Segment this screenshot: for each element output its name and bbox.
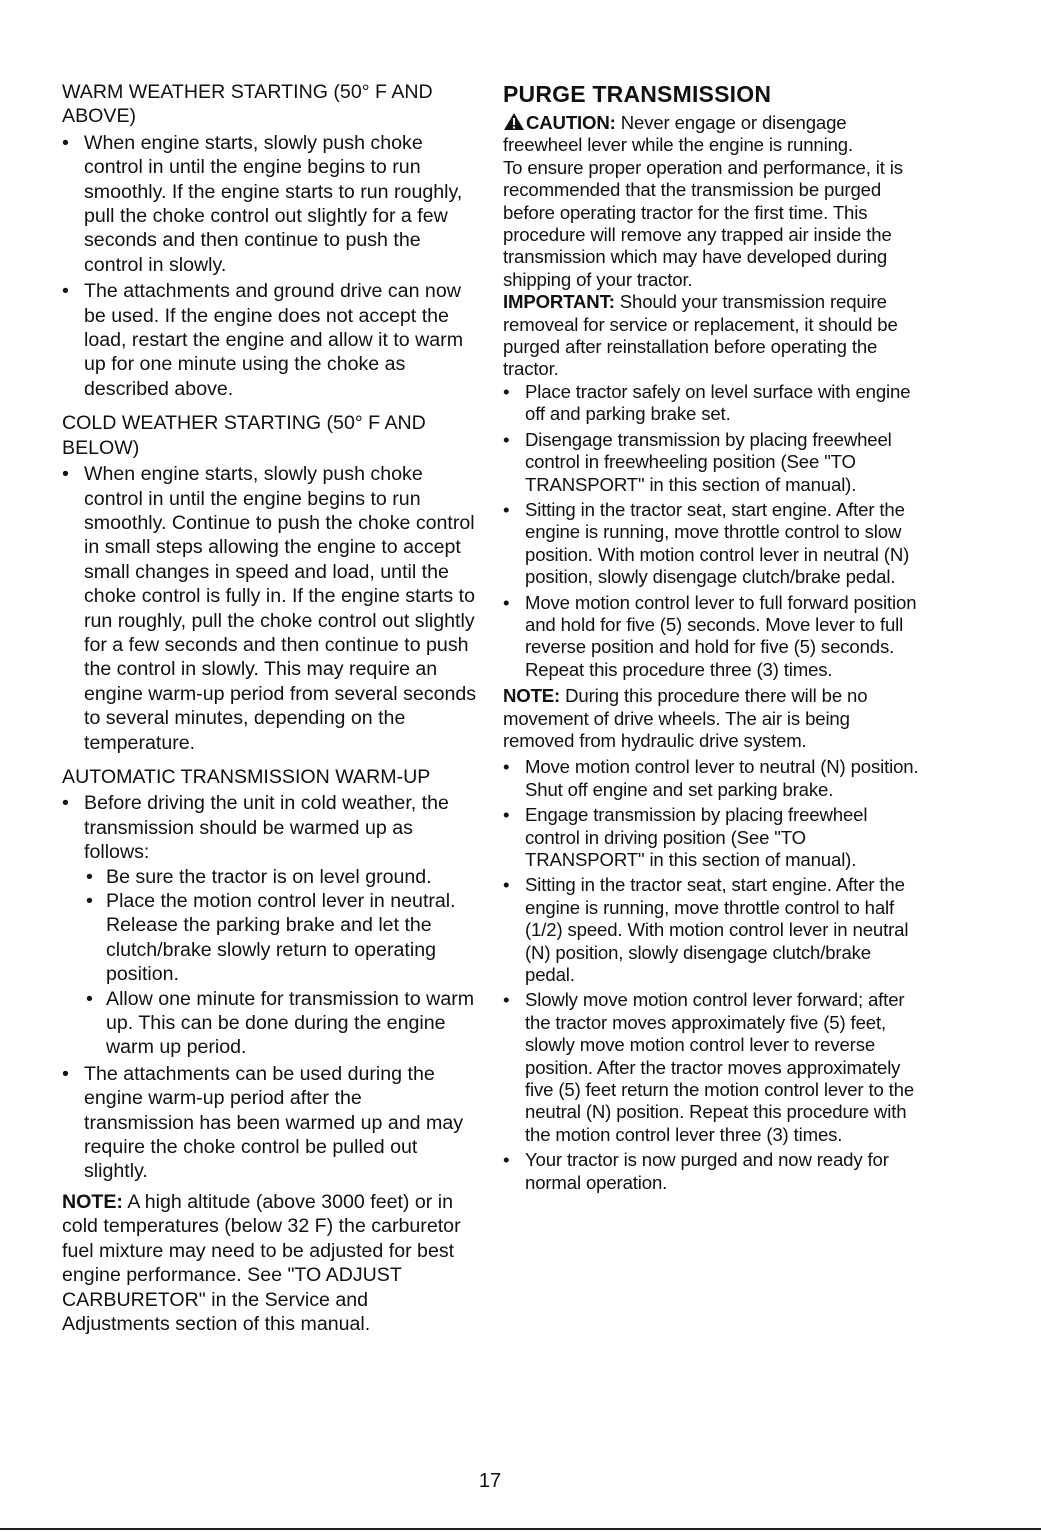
right-column	[503, 80, 923, 1197]
list-item	[62, 791, 477, 1059]
list-item: • Place tractor safely on level surface with engine off and parking brake set.	[503, 381, 923, 426]
note-text: During this procedure there will be no movement of drive wheels. The air is being removed from hydraulic drive system.	[503, 685, 868, 751]
left-column	[62, 80, 477, 1336]
important-text: Should your transmission require removeal for service or replacement, it should be purged after reinstallation before operating the tractor.	[503, 291, 898, 380]
list-item: • Slowly move motion control lever forward; after the tractor moves approximately five (5) feet, slowly move motion control lever to reverse position. After the tractor moves approximately five (5) feet return the motion control lever to the neutral (N) position. Repeat this procedure with the motion control lever three (3) times.	[503, 989, 923, 1146]
page-title: PURGE TRANSMISSION	[503, 81, 772, 107]
list-item: • Disengage transmission by placing freewheel control in freewheeling position (See "TO TRANSPORT" in this section of manual).	[503, 429, 923, 496]
cold-weather-list	[62, 462, 477, 755]
auto-transmission-list	[62, 791, 477, 1184]
sub-list-item: • Allow one minute for transmission to warm up. This can be done during the engine warm up period.	[84, 987, 477, 1060]
note-text: A high altitude (above 3000 feet) or in cold temperatures (below 32 F) the carburetor fuel mixture may need to be adjusted for best engine performance. See "TO ADJUST CARBURETOR" in the Service and Adjustments section of this manual.	[62, 1190, 461, 1335]
sub-list-item: • Be sure the tractor is on level ground.	[84, 865, 477, 889]
list-item: • Sitting in the tractor seat, start engine. After the engine is running, move throttle control to slow position. With motion control lever in neutral (N) position, slowly disengage clutch/brake pedal.	[503, 499, 923, 589]
intro-paragraph: To ensure proper operation and performance, it is recommended that the transmission be purged before operating tractor for the first time. This procedure will remove any trapped air inside the transmission which may have developed during shipping of your tractor.	[503, 156, 903, 290]
note-label: NOTE:	[503, 685, 561, 707]
auto-transmission-heading: AUTOMATIC TRANSMISSION WARM-UP	[62, 765, 431, 788]
sub-list	[84, 865, 477, 1060]
note-label: NOTE:	[62, 1190, 123, 1213]
purge-note	[503, 685, 923, 752]
important-paragraph	[503, 291, 923, 381]
caution-text: Never engage or disengage freewheel lever while the engine is running.	[503, 112, 853, 156]
caution-paragraph	[503, 112, 923, 157]
warning-triangle-icon	[503, 112, 525, 131]
list-item: • Move motion control lever to neutral (N) position. Shut off engine and set parking brake.	[503, 756, 923, 801]
warm-weather-heading: WARM WEATHER STARTING (50° F AND ABOVE)	[62, 81, 433, 128]
list-item: • The attachments can be used during the engine warm-up period after the transmission has been warmed up and may require the choke control be pulled out slightly.	[62, 1062, 477, 1184]
list-item: • Move motion control lever to full forward position and hold for five (5) seconds. Move lever to full reverse position and hold for five (5) seconds. Repeat this procedure three (3) times.	[503, 592, 923, 682]
list-item: • The attachments and ground drive can now be used. If the engine does not accept the load, restart the engine and allow it to warm up for one minute using the choke as described above.	[62, 279, 477, 401]
sub-list-item: • Place the motion control lever in neutral. Release the parking brake and let the clutch/brake slowly return to operating position.	[84, 889, 477, 987]
list-item: • Engage transmission by placing freewheel control in driving position (See "TO TRANSPORT" in this section of manual).	[503, 804, 923, 871]
altitude-note	[62, 1190, 477, 1336]
warm-weather-list	[62, 131, 477, 401]
list-item: • Sitting in the tractor seat, start engine. After the engine is running, move throttle control to half (1/2) speed. With motion control lever in neutral (N) position, slowly disengage clutch/brake pedal.	[503, 874, 923, 986]
caution-label: CAUTION:	[526, 112, 616, 133]
list-item: • Your tractor is now purged and now ready for normal operation.	[503, 1149, 923, 1194]
cold-weather-heading: COLD WEATHER STARTING (50° F AND BELOW)	[62, 412, 426, 459]
purge-steps-list-a	[503, 381, 923, 681]
bottom-divider	[0, 1528, 1041, 1530]
important-label: IMPORTANT:	[503, 291, 615, 313]
list-item-text: Before driving the unit in cold weather, the transmission should be warmed up as follows:	[84, 792, 449, 864]
purge-steps-list-b	[503, 756, 923, 1194]
list-item: • When engine starts, slowly push choke control in until the engine begins to run smoothly. Continue to push the choke control in small steps allowing the engine to accept small changes in speed and load, until the choke control is fully in. If the engine starts to run roughly, pull the choke control out slightly for a few seconds and then continue to push the control in slowly. This may require an engine warm-up period from several seconds to several minutes, depending on the temperature.	[62, 462, 477, 755]
list-item: • When engine starts, slowly push choke control in until the engine begins to run smoothly. If the engine starts to run roughly, pull the choke control out slightly for a few seconds and then continue to push the control in slowly.	[62, 131, 477, 277]
page-number: 17	[478, 1470, 502, 1492]
